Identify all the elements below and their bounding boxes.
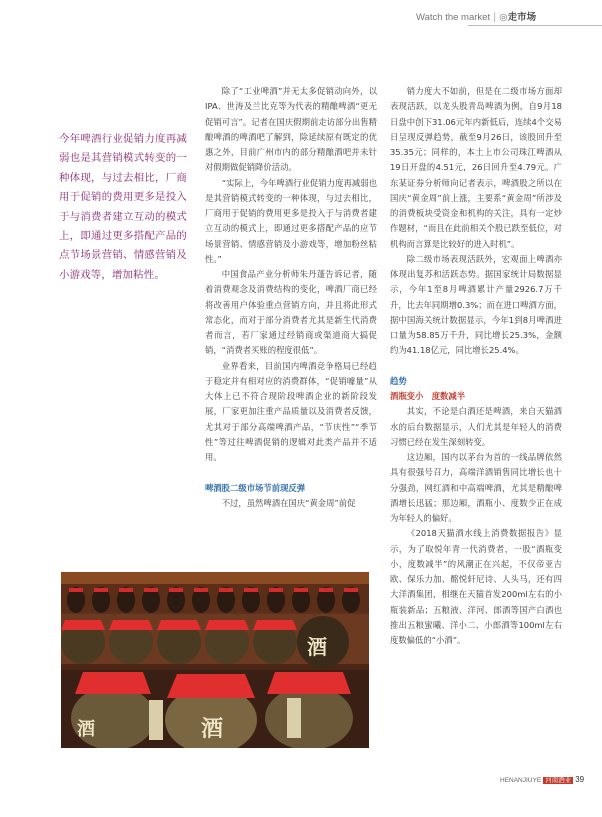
- pull-quote: 今年啤酒行业促销力度再减弱也是其营销模式转变的一种体现，与过去相比，厂商用于促销的费用更多是投入于与消费者建立互动的模式上，即通过更多搭配产品的点节场景营销、情感营销及小游戏等，增加粘性。: [59, 133, 187, 281]
- wine-jars-illustration: [61, 572, 369, 748]
- paragraph: 除了“工业啤酒”并无太多促销动向外，以IPA、世涛及兰比克等为代表的精酿啤酒“更无促销可言”。记者在国庆假期前走访部分出售精酿啤酒的啤酒吧了解到，除延续原有既定的优惠之外，目前广州市内的部分精酿酒吧并未针对假期做促销降价活动。: [205, 86, 377, 173]
- paragraph: 销力度大不如前，但是在二级市场方面却表现活跃，以龙头股青岛啤酒为例，自9月18日盘中创下31.06元年内新低后，连续4个交易日呈现反弹趋势，截至9月26日，该股回升至35.35元；同样的，本土上市公司珠江啤酒从19日开盘的4.51元，26日回升至4.79元。广东某证券分析师向记者表示，啤酒股之所以在国庆“黄金周”前上涨，主要系“黄金周”所涉及的消费板块受资金和机构的关注，具有一定炒作题材，“而且在此前相关个股已跌至低位，对机构而言算是比较好的进入时机”。: [390, 86, 562, 249]
- page-footer: [500, 775, 584, 784]
- section-heading: 趋势: [390, 375, 407, 386]
- section-bullet-icon: ◎: [499, 12, 508, 23]
- wine-jars-photo: [61, 572, 369, 748]
- magazine-name: HENANJIUYE: [500, 777, 542, 784]
- paragraph: 中国食品产业分析师朱丹蓬告诉记者，随着消费观念及消费结构的变化，啤酒厂商已经将改善用户体验重点营销方向，并且将此形式常态化，而对于部分消费者尤其是新生代消费者而言，若厂家通过经销商或渠道商大搞促销，“消费者买账的程度很低”。: [205, 269, 377, 356]
- section-header: [416, 9, 536, 23]
- header-rule: [468, 25, 602, 26]
- paragraph: 其实，不论是白酒还是啤酒，来自天猫酒水的后台数据显示，人们尤其是年轻人的消费习惯已经在发生深刻转变。: [390, 406, 562, 447]
- section-title-en: Watch the market: [416, 12, 491, 23]
- page-number: 39: [575, 775, 585, 784]
- jar-character: 酒: [307, 635, 327, 659]
- spacer: [390, 359, 562, 374]
- spacer: [205, 465, 377, 480]
- jar-character: 酒: [201, 716, 224, 742]
- paragraph: 除二级市场表现活跃外，宏观面上啤酒亦体现出复苏和活跃态势。据国家统计局数据显示，今年1至8月啤酒累计产量2926.7万千升，比去年同期增0.3%；而在进口啤酒方面，据中国海关统计数据显示，今年1到8月啤酒进口量为58.85万千升，同比增长25.3%，金额约为41.18亿元，同比增长25.4%。: [390, 253, 562, 356]
- jar-character: 酒: [77, 719, 95, 740]
- article-column-right: [390, 84, 562, 648]
- paragraph: “实际上，今年啤酒行业促销力度再减弱也是其营销模式转变的一种体现，与过去相比，厂商用于促销的费用更多是投入于与消费者建立互动的模式上，即通过更多搭配产品的应节场景营销、情感营销及小游戏等，增加粉丝粘性。”: [205, 177, 377, 264]
- section-subheading: 酒瓶变小 度数减半: [390, 391, 466, 401]
- section-title-cn: 走市场: [507, 12, 537, 23]
- article-column-middle: [205, 84, 377, 511]
- paragraph: 《2018天猫酒水线上消费数据报告》显示，为了取悦年青一代消费者，一股“酒瓶变小，度数减半”的风潮正在兴起，不仅帝亚吉欧、保乐力加、酩悦轩尼诗、人头马，还有四大洋酒集团，相继在天猫首发200ml左右的小瓶装新品；五粮液、洋河、郎酒等国产白酒也推出五粮蜜曦、洋小二、小郎酒等100ml左右度数偏低的“小酒”。: [390, 528, 562, 645]
- magazine-brand-box: 河南酒业: [545, 777, 572, 784]
- paragraph: 不过，虽然啤酒在国庆“黄金周”前促: [221, 497, 356, 508]
- paragraph: 这边厢，国内以茅台为首的一线品牌依然具有很强号召力，高端洋酒销售同比增长也十分强劲，网红酒和中高端啤酒，尤其是精酿啤酒增长迅猛；那边厢，酒瓶小、度数少正在成为年轻人的偏好。: [390, 452, 562, 523]
- section-heading: 啤酒股二级市场节前现反弹: [205, 482, 306, 493]
- paragraph: 业界看来，目前国内啤酒竞争格局已经趋于稳定并有相对应的消费群体，“促销噱量”从大体上已不符合现阶段啤酒企业的新阶段发展，厂家更加注重产品质量以及消费者反馈，尤其对于部分高端啤酒产品，“节庆性”“季节性”等过往啤酒促销的逻辑对此类产品并不适用。: [205, 360, 377, 462]
- header-separator: |: [493, 12, 497, 23]
